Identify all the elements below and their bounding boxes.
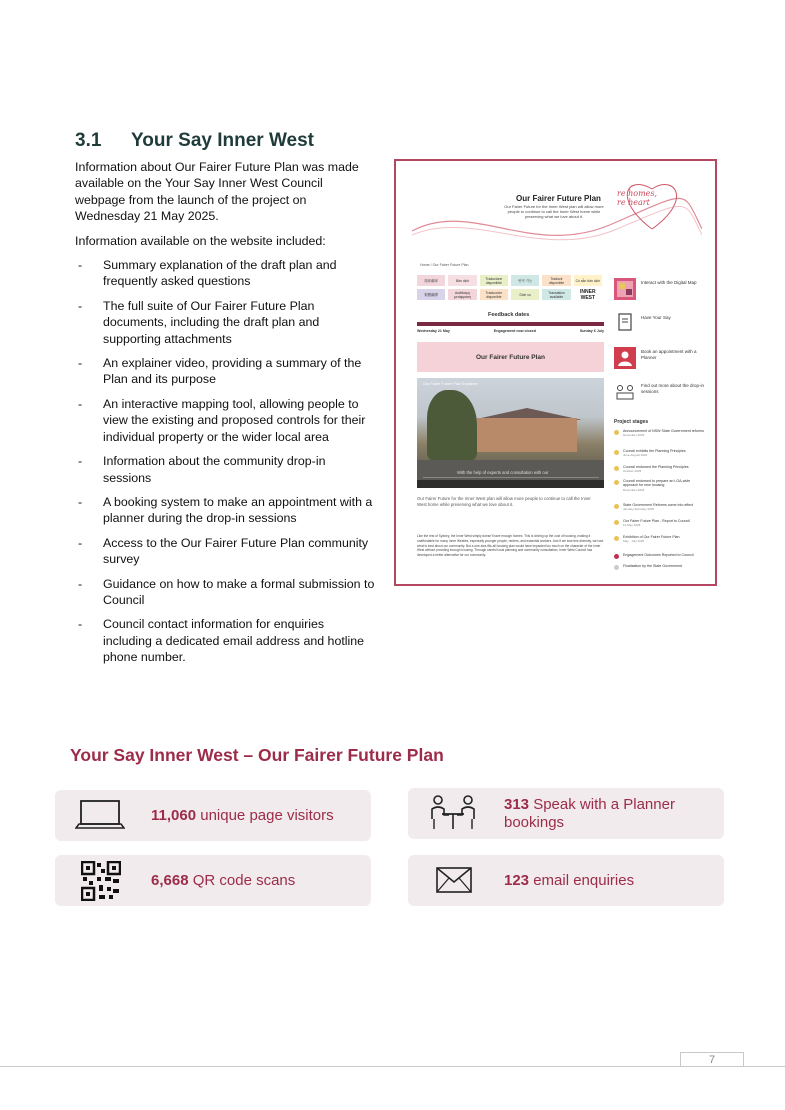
meeting-icon [428, 793, 478, 831]
stage-item: Exhibition of Our Fairer Future Plan May - July 2025 [614, 535, 706, 544]
feedback-dates [417, 329, 604, 333]
video-caption: With the help of experts and consultation with our [457, 470, 549, 475]
stage-item: Council exhibits the Planning Principles June-August 2024 [614, 449, 706, 458]
stat-text [151, 872, 295, 890]
check-icon [614, 520, 619, 525]
language-button[interactable]: Traducir disponible [542, 275, 570, 286]
language-button[interactable]: Διαθέσιμη μετάφραση [448, 289, 476, 300]
list-item: - The full suite of Our Fairer Future Plan documents, including the draft plan and supporting attachments [75, 298, 375, 347]
stage-item: Engagement Outcomes Reported to Council [614, 553, 706, 559]
language-button[interactable]: Dịch vụ [511, 289, 539, 300]
language-button[interactable]: 번역 가능 [511, 275, 539, 286]
hero-script-text: re homes, re heart [617, 189, 658, 207]
envelope-icon [436, 867, 472, 893]
side-link-have-your-say[interactable] [614, 311, 706, 333]
stat-value: 6,668 [151, 872, 189, 889]
feedback-status: Engagement now closed [493, 329, 536, 333]
feedback-title: Feedback dates [488, 312, 530, 318]
language-button[interactable]: Translation available [542, 289, 570, 300]
stat-value: 123 [504, 872, 530, 889]
side-link-label: Have Your Say [641, 315, 671, 320]
language-button[interactable]: Traducción disponible [480, 289, 508, 300]
side-link-label: Book an appointment with a Planner [641, 349, 697, 360]
stage-item: Council endorsed to prepare an LGA-wide approach for new housing December 2024 [614, 479, 706, 492]
list-item: - Council contact information for enquiries including a dedicated email address and hotline phone number. [75, 616, 375, 665]
list-item: - Summary explanation of the draft plan and frequently asked questions [75, 257, 375, 290]
stats-heading: Your Say Inner West – Our Fairer Future Plan [70, 745, 444, 765]
check-icon [614, 430, 619, 435]
council-logo: INNER WEST [580, 288, 596, 301]
video-house [477, 418, 577, 452]
section-title: Your Say Inner West [131, 130, 315, 151]
map-icon [614, 278, 636, 300]
stat-label: unique page visitors [196, 807, 334, 824]
current-stage-icon [614, 554, 619, 559]
body-column [75, 159, 375, 674]
qr-code-icon [81, 861, 121, 901]
language-button[interactable]: Traduzione disponibile [480, 275, 508, 286]
feedback-start: Wednesday 21 May [417, 329, 450, 333]
language-button[interactable]: Bản dịch [448, 275, 476, 286]
laptop-icon [75, 798, 125, 832]
stage-item: Announcement of NSW State Government reforms December 2023 [614, 429, 706, 438]
explainer-video[interactable] [417, 378, 604, 488]
video-progress[interactable] [423, 477, 599, 478]
meeting-icon [614, 381, 636, 403]
stat-value: 313 [504, 796, 530, 813]
language-grid [417, 275, 602, 300]
language-button[interactable]: 简体翻译 [417, 275, 445, 286]
list-item: - An interactive mapping tool, allowing people to view the existing and proposed controls for their individual property or the wider local area [75, 396, 375, 445]
list-item: - A booking system to make an appointment with a planner during the drop-in sessions [75, 494, 375, 527]
feedback-end: Sunday 6 July [579, 329, 604, 333]
stat-label: email enquiries [529, 872, 635, 889]
check-icon [614, 480, 619, 485]
stat-text [504, 796, 709, 832]
side-link-book-appointment[interactable] [614, 347, 706, 369]
stat-label: Speak with a Planner bookings [504, 796, 675, 831]
list-intro: Information available on the website included: [75, 233, 326, 248]
side-link-drop-in[interactable] [614, 381, 706, 403]
section-number: 3.1 [75, 130, 102, 151]
info-list [75, 257, 375, 666]
breadcrumb[interactable]: Home / Our Fairer Future Plan [420, 263, 469, 267]
video-controls[interactable] [417, 480, 604, 488]
video-title: Our Fairer Future Plan Explainer [423, 382, 478, 386]
stat-label: QR code scans [188, 872, 296, 889]
language-button[interactable]: Có sẵn bản dịch [574, 275, 602, 286]
stat-card-page-visitors [55, 790, 371, 841]
screenshot-intro: Our Fairer Future for the Inner West plan will allow more people to continue to call the Inner West home while preserving what we love about it. [417, 496, 591, 507]
list-item: - An explainer video, providing a summary of the Plan and its purpose [75, 355, 375, 388]
stage-item: Our Fairer Future Plan - Report to Council 13 May 2025 [614, 519, 706, 528]
stat-value: 11,060 [151, 807, 197, 824]
stat-card-email-enquiries [408, 855, 724, 906]
hero-title: Our Fairer Future Plan [516, 194, 601, 203]
stat-card-qr-scans [55, 855, 371, 906]
project-stages-title: Project stages [614, 419, 649, 425]
list-item: - Access to the Our Fairer Future Plan community survey [75, 535, 375, 568]
clipboard-icon [614, 311, 636, 333]
check-icon [614, 450, 619, 455]
video-tree [427, 390, 477, 460]
check-icon [614, 504, 619, 509]
website-screenshot [394, 159, 717, 586]
side-link-label: Interact with the Digital Map [641, 280, 697, 285]
list-item: - Information about the community drop-in sessions [75, 453, 375, 486]
stat-text [151, 807, 334, 825]
language-button[interactable]: 繁體翻譯 [417, 289, 445, 300]
person-icon [614, 347, 636, 369]
screenshot-body-text: Like the rest of Sydney, the Inner West simply doesn't have enough homes. This is driving up the cost of housing, making it unaffordable for many Inner Westies, especially younger people, renters, and essential workers. And if we lose this diversity, we lose what is best about our community. But a one-size-fits-all housing plan would have impacted too much on the character of the Inner West without providing enough housing. Through careful local planning and community consultation, Inner West Council has developed a better alternative for our community. [417, 534, 604, 558]
hero-subtitle: Our Fairer Future for the Inner West plan will allow more people to continue to call the Inner West home while preserving what we love about it. [504, 204, 604, 219]
pending-stage-icon [614, 565, 619, 570]
stage-item: Council endorsed the Planning Principles October 2024 [614, 465, 706, 474]
plan-banner: Our Fairer Future Plan [417, 342, 604, 372]
stage-item: State Government Reforms come into effect January-February 2025 [614, 503, 706, 512]
stat-card-planner-bookings [408, 788, 724, 839]
stage-item: Finalisation by the State Government [614, 564, 706, 570]
check-icon [614, 536, 619, 541]
list-item: - Guidance on how to make a formal submission to Council [75, 576, 375, 609]
footer-divider [0, 1066, 785, 1067]
check-icon [614, 466, 619, 471]
side-link-digital-map[interactable] [614, 278, 706, 300]
stat-text [504, 872, 634, 890]
side-link-label: Find out more about the drop-in sessions [641, 383, 705, 394]
feedback-progress-bar [417, 322, 604, 326]
section-heading [75, 130, 314, 152]
intro-paragraph: Information about Our Fairer Future Plan was made available on the Your Say Inner West Council webpage from the launch of the project on Wednesday 21 May 2025. [75, 160, 359, 224]
page-number: 7 [680, 1052, 744, 1067]
